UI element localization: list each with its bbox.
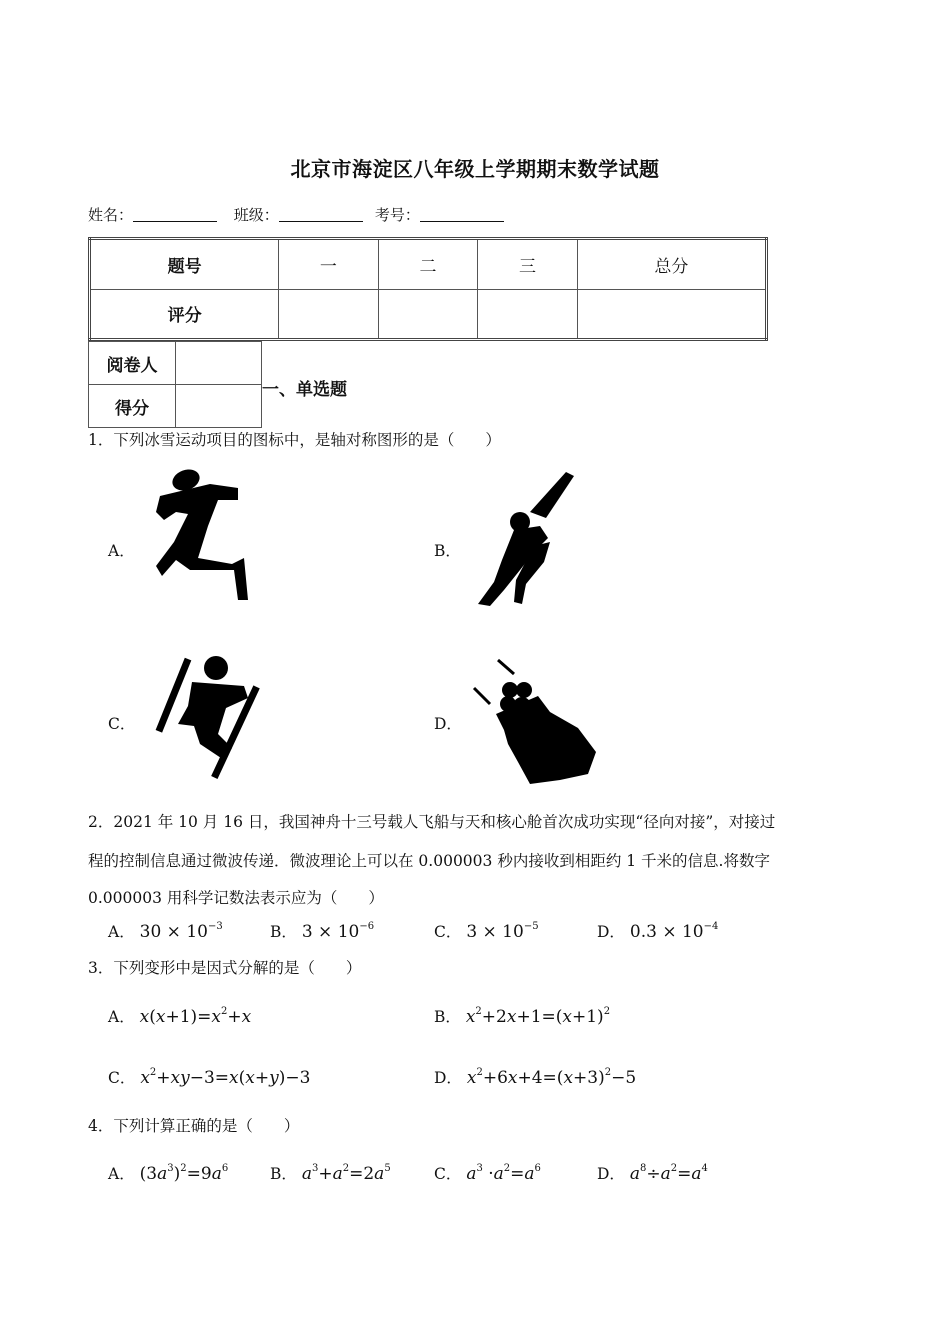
q3-b-expression: $x^2+2x+1=(x+1)^2$ bbox=[465, 1006, 611, 1027]
bobsleigh-icon bbox=[468, 656, 600, 788]
q4-option-d[interactable]: D． $a^8\div a^2=a^4$ bbox=[597, 1163, 708, 1184]
snowboard-icon bbox=[148, 652, 264, 786]
reviewer-cell[interactable] bbox=[176, 342, 262, 385]
score-header-part2: 二 bbox=[378, 239, 478, 290]
page-title: 北京市海淀区八年级上学期期末数学试题 bbox=[290, 157, 660, 181]
q2-c-expression: $3 \times 10^{-5}$ bbox=[466, 921, 539, 942]
grader-score-label: 得分 bbox=[89, 385, 176, 428]
q2-a-expression: $30 \times 10^{-3}$ bbox=[139, 921, 223, 942]
q4-option-c[interactable]: C． $a^3 \cdot a^2=a^6$ bbox=[434, 1163, 541, 1184]
ski-jump-icon bbox=[148, 466, 252, 602]
score-header-part3: 三 bbox=[478, 239, 578, 290]
q1-option-b-label[interactable]: B． bbox=[434, 542, 461, 560]
score-cell[interactable] bbox=[378, 289, 478, 340]
q4-option-b[interactable]: B． $a^3+a^2=2a^5$ bbox=[270, 1163, 391, 1184]
question-3-stem: 3．下列变形中是因式分解的是（ ） bbox=[88, 959, 362, 977]
q3-option-b[interactable]: B． $x^2+2x+1=(x+1)^2$ bbox=[434, 1006, 611, 1027]
q4-c-expression: $a^3 \cdot a^2=a^6$ bbox=[466, 1163, 541, 1184]
question-2-line1: 2．2021 年 10 月 16 日，我国神舟十三号载人飞船与天和核心舱首次成功实现“径向对接”，对接过 bbox=[88, 813, 776, 831]
score-table bbox=[88, 237, 768, 341]
question-4-stem: 4．下列计算正确的是（ ） bbox=[88, 1117, 300, 1135]
q1-option-a-label[interactable]: A． bbox=[108, 542, 135, 560]
grader-table bbox=[88, 341, 262, 428]
section-heading: 一、单选题 bbox=[262, 380, 347, 400]
q2-option-b[interactable]: B． $3 \times 10^{-6}$ bbox=[270, 921, 375, 942]
name-label: 姓名： bbox=[88, 206, 134, 224]
name-blank[interactable] bbox=[133, 207, 217, 222]
class-label: 班级： bbox=[233, 206, 279, 224]
reviewer-label: 阅卷人 bbox=[89, 342, 176, 385]
question-1-stem: 1．下列冰雪运动项目的图标中，是轴对称图形的是（ ） bbox=[88, 431, 501, 449]
q1-option-c-label[interactable]: C． bbox=[108, 715, 136, 733]
q2-b-expression: $3 \times 10^{-6}$ bbox=[301, 921, 375, 942]
q3-option-c[interactable]: C． $x^2+xy-3=x(x+y)-3$ bbox=[108, 1067, 311, 1088]
class-blank[interactable] bbox=[279, 207, 363, 222]
q4-d-expression: $a^8\div a^2=a^4$ bbox=[629, 1163, 708, 1184]
q2-option-d[interactable]: D． $0.3 \times 10^{-4}$ bbox=[597, 921, 719, 942]
q4-a-expression: $(3a^3)^2=9a^6$ bbox=[139, 1163, 229, 1184]
q3-option-a[interactable]: A． $x(x+1)=x^2+x$ bbox=[108, 1006, 252, 1027]
id-label: 考号： bbox=[374, 206, 420, 224]
q2-d-expression: $0.3 \times 10^{-4}$ bbox=[629, 921, 719, 942]
score-cell[interactable] bbox=[279, 289, 379, 340]
q4-option-a[interactable]: A． $(3a^3)^2=9a^6$ bbox=[108, 1163, 229, 1184]
id-blank[interactable] bbox=[420, 207, 504, 222]
q3-a-expression: $x(x+1)=x^2+x$ bbox=[139, 1006, 252, 1027]
q2-option-c[interactable]: C． $3 \times 10^{-5}$ bbox=[434, 921, 539, 942]
q2-option-a[interactable]: A． $30 \times 10^{-3}$ bbox=[108, 921, 223, 942]
question-2-line3: 0.000003 用科学记数法表示应为（ ） bbox=[88, 889, 384, 907]
score-header-part1: 一 bbox=[279, 239, 379, 290]
question-2-line2: 程的控制信息通过微波传递．微波理论上可以在 0.000003 秒内接收到相距约 1 千米的信息.将数字 bbox=[88, 852, 770, 870]
score-cell[interactable] bbox=[577, 289, 766, 340]
score-header-question: 题号 bbox=[90, 239, 279, 290]
grader-score-cell[interactable] bbox=[176, 385, 262, 428]
q3-option-d[interactable]: D． $x^2+6x+4=(x+3)^2-5$ bbox=[434, 1067, 637, 1088]
q3-c-expression: $x^2+xy-3=x(x+y)-3$ bbox=[140, 1067, 311, 1088]
q4-b-expression: $a^3+a^2=2a^5$ bbox=[301, 1163, 391, 1184]
score-cell[interactable] bbox=[478, 289, 578, 340]
q3-d-expression: $x^2+6x+4=(x+3)^2-5$ bbox=[466, 1067, 637, 1088]
speed-skating-icon bbox=[468, 466, 578, 608]
q1-option-d-label[interactable]: D． bbox=[434, 715, 462, 733]
student-info-line bbox=[88, 204, 516, 225]
score-header-total: 总分 bbox=[577, 239, 766, 290]
score-row-label: 评分 bbox=[90, 289, 279, 340]
